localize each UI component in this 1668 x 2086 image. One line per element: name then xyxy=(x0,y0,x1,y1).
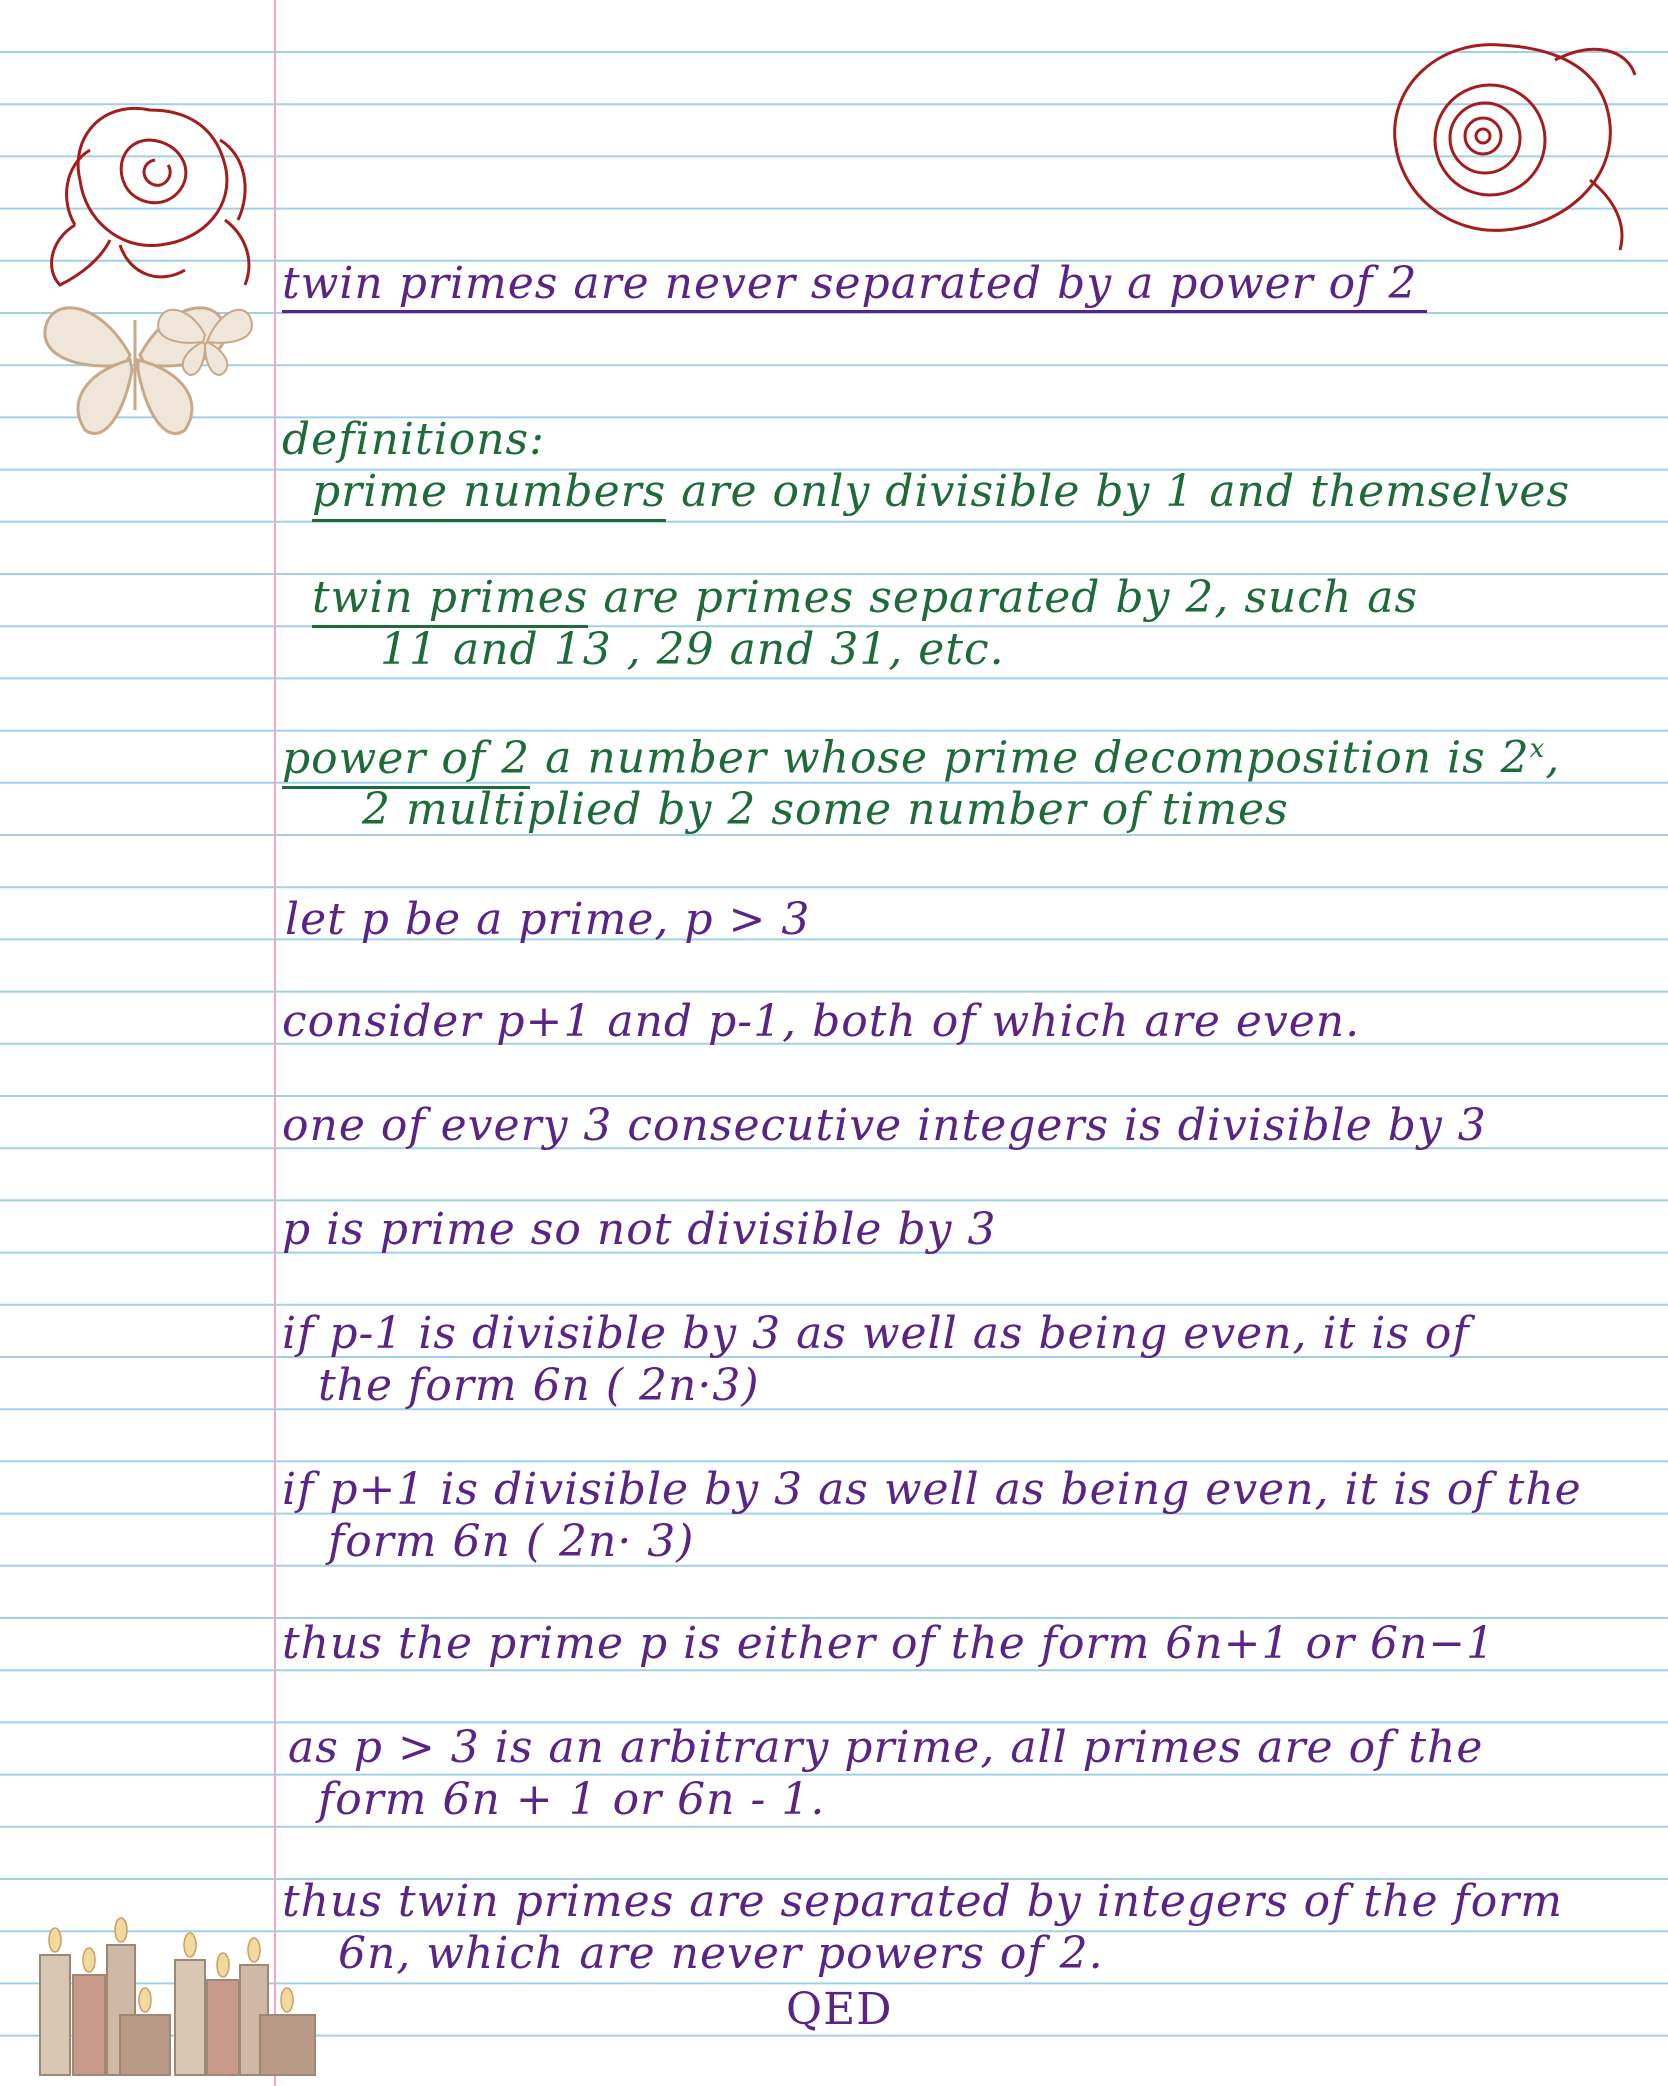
definition-twin xyxy=(312,572,1419,623)
qed-mark: QED xyxy=(786,1984,893,2035)
proof-line-1: let p be a prime, p > 3 xyxy=(285,894,811,945)
proof-line-8a: as p > 3 is an arbitrary prime, all primes are of the xyxy=(288,1722,1484,1773)
proof-line-3: one of every 3 consecutive integers is divisible by 3 xyxy=(282,1100,1487,1151)
proof-line-4: p is prime so not divisible by 3 xyxy=(282,1204,997,1255)
definition-prime-term: prime numbers xyxy=(312,466,666,522)
proof-line-5a: if p-1 is divisible by 3 as well as being even, it is of xyxy=(282,1308,1470,1359)
proof-line-8b: form 6n + 1 or 6n - 1. xyxy=(318,1774,826,1825)
page-title xyxy=(282,258,1427,313)
definition-twin-text: are primes separated by 2, such as xyxy=(603,572,1419,623)
proof-line-9a: thus twin primes are separated by integers of the form xyxy=(282,1876,1563,1927)
page-title-text: twin primes are never separated by a power of 2 xyxy=(282,258,1418,309)
definition-prime-text: are only divisible by 1 and themselves xyxy=(681,466,1571,517)
definition-power-comma: , xyxy=(1545,732,1561,784)
definitions-heading: definitions: xyxy=(282,414,545,465)
butterfly-small-icon xyxy=(150,290,260,380)
definition-twin-term: twin primes xyxy=(312,572,588,628)
proof-line-5b: the form 6n ( 2n·3) xyxy=(318,1360,760,1411)
proof-line-6b: form 6n ( 2n· 3) xyxy=(328,1516,695,1567)
proof-line-6a: if p+1 is divisible by 3 as well as being even, it is of the xyxy=(282,1464,1582,1515)
rose-top-right-icon xyxy=(1365,30,1640,255)
proof-line-7: thus the prime p is either of the form 6n+1 or 6n−1 xyxy=(282,1618,1496,1669)
candles-icon xyxy=(35,1905,325,2080)
definition-power-line2: 2 multiplied by 2 some number of times xyxy=(362,784,1289,835)
definition-twin-examples: 11 and 13 , 29 and 31, etc. xyxy=(380,624,1005,675)
proof-line-2: consider p+1 and p-1, both of which are even. xyxy=(282,996,1361,1047)
definition-power-term: power of 2 xyxy=(282,733,530,789)
definition-power xyxy=(282,732,1561,784)
proof-line-9b: 6n, which are never powers of 2. xyxy=(338,1928,1104,1979)
definition-power-text: a number whose prime decomposition is 2 xyxy=(545,732,1530,784)
definition-prime xyxy=(312,466,1571,517)
definition-power-exponent: x xyxy=(1529,734,1546,764)
